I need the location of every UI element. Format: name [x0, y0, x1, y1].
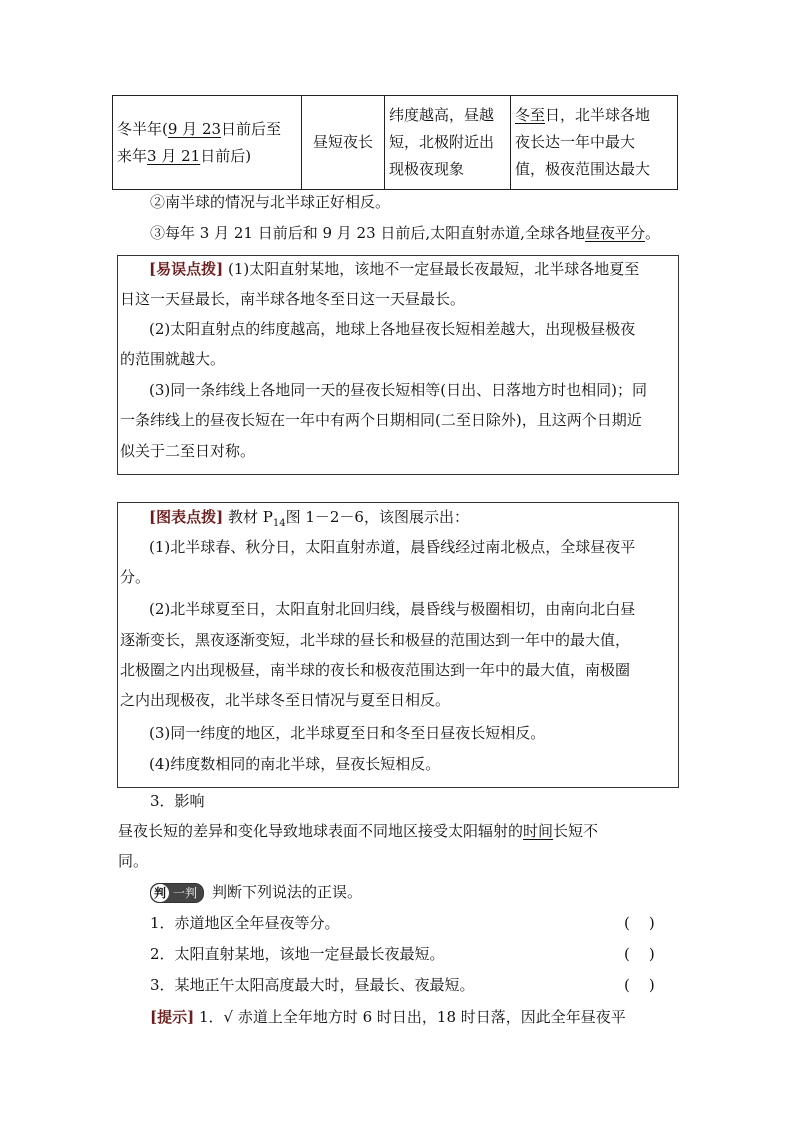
table-cell-latitude: 纬度越高，昼越 短，北极附近出 现极夜现象: [385, 96, 511, 190]
judge-item-1: 1．赤道地区全年昼夜等分。: [150, 914, 340, 932]
period-line-2: 来年3 月 21日前后): [117, 146, 252, 165]
judge-intro: 判 一判 判断下列说法的正误。: [150, 881, 362, 903]
answer-blank-1[interactable]: ( ): [624, 914, 655, 932]
judge-item-3: 3．某地正午太阳高度最大时，昼最长、夜最短。: [150, 976, 475, 994]
judge-badge: 判 一判: [150, 883, 204, 903]
answer-blank-3[interactable]: ( ): [624, 976, 655, 994]
period-line-1: 冬半年(9 月 23日前后至: [117, 119, 282, 138]
section-paragraph: 昼夜长短的差异和变化导致地球表面不同地区接受太阳辐射的时间长短不: [118, 822, 599, 840]
error-tips-box: [易误点拨] (1)太阳直射某地，该地不一定昼最长夜最短，北半球各地夏至 日这一天昼最长，南半球各地冬至日这一天昼最长。 (2)太阳直射点的纬度越高，地球上各地昼夜长短相差越大，出现极昼极夜 的范围就越大。 (3)同一条纬线上各地同一天的昼夜长短相等(日出、日落地方时也相同)；同 一条纬线上的昼夜长短在一年中有两个日期相同(二至日除外)，且这两个日期近 似关于二至日对称。: [117, 255, 679, 475]
answer-blank-2[interactable]: ( ): [624, 945, 655, 963]
table-cell-solstice: 冬至日，北半球各地 夜长达一年中最大 值，极夜范围达最大: [511, 96, 678, 190]
table-cell-daylength: 昼短夜长: [302, 96, 385, 190]
hint-line: [提示] 1．√ 赤道上全年地方时 6 时日出，18 时日落，因此全年昼夜平: [150, 1008, 626, 1026]
hint-tag: [提示]: [150, 1008, 195, 1026]
judge-item-2: 2．太阳直射某地，该地一定昼最长夜最短。: [150, 945, 445, 963]
table-row: [113, 96, 678, 190]
section-heading: 3．影响: [150, 792, 205, 810]
figure-tips-tag: [图表点拨]: [149, 508, 224, 526]
error-tips-tag: [易误点拨]: [149, 260, 224, 278]
figure-tips-box: [图表点拨] 教材 $P_{14}$图 1－2－6，该图展示出： (1)北半球春、秋分日，太阳直射赤道，晨昏线经过南北极点，全球昼夜平 分。 (2)北半球夏至日，太阳直射北回归线，晨昏线与极圈相切，由南向北白昼 逐渐变长，黑夜逐渐变短，北半球的昼长和极昼的范围达到一年中的最大值， 北极圈之内出现极昼，南半球的夜长和极夜范围达到一年中的最大值，南极圈 之内出现极夜，北半球冬至日情况与夏至日相反。 (3)同一纬度的地区，北半球夏至日和冬至日昼夜长短相反。 (4)纬度数相同的南北半球，昼夜长短相反。: [117, 502, 679, 788]
note-equinox: ③每年 3 月 21 日前后和 9 月 23 日前后,太阳直射赤道,全球各地昼夜平分。: [150, 224, 660, 242]
note-southern-hemisphere: ②南半球的情况与北半球正好相反。: [150, 193, 391, 211]
season-table: [112, 95, 678, 190]
table-cell-period: [113, 96, 302, 190]
